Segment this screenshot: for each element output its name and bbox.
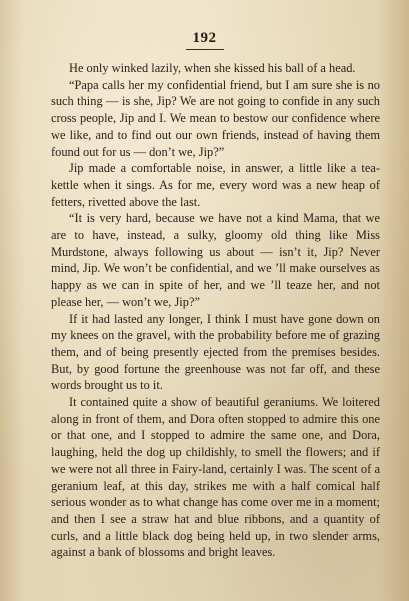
page-number: 192 [192, 30, 217, 46]
paragraph: “Papa calls her my confidential friend, but I am sure she is no such thing — is she, Jip? We are not going to confide in any such cross people, Jip and I. We mean to bestow our confidence where we like, and to find out our own friends, instead of having them found out for us — don’t we, Jip?” [51, 77, 380, 159]
header-rule [186, 49, 224, 50]
body-text [51, 60, 380, 561]
paragraph: Jip made a comfortable noise, in answer, a little like a tea-kettle when it sings. As for me, every word was a new heap of fetters, rivetted above the last. [51, 161, 380, 209]
paragraph: It contained quite a show of beautiful geraniums. We loitered along in front of them, and Dora often stopped to admire this one or that one, and I stopped to admire the same one, and Dora, laughing, held the dog up childishly, to smell the flowers; and if we were not all three in Fairy-land, certainly I was. The scent of a geranium leaf, at this day, strikes me with a half comical half serious wonder as to what change has come over me in a moment; and then I see a straw hat and blue ribbons, and a quantity of curls, and a little black dog being held up, in two slender arms, against a bank of blossoms and bright leaves. [51, 395, 380, 560]
paragraph: If it had lasted any longer, I think I must have gone down on my knees on the gravel, with the probability before me of grazing them, and of being presently ejected from the premises besides. But, by good fortune the greenhouse was not far off, and these words brought us to it. [51, 311, 380, 393]
paragraph: He only winked lazily, when she kissed his ball of a head. [69, 61, 356, 75]
paragraph: “It is very hard, because we have not a kind Mama, that we are to have, instead, a sulky, gloomy old thing like Miss Murdstone, always following us about — isn’t it, Jip? Never mind, Jip. We won’t be confidential, and we ’ll make ourselves as happy as we can in spite of her, and we ’ll teaze her, and not please her, — won’t we, Jip?” [51, 211, 380, 309]
